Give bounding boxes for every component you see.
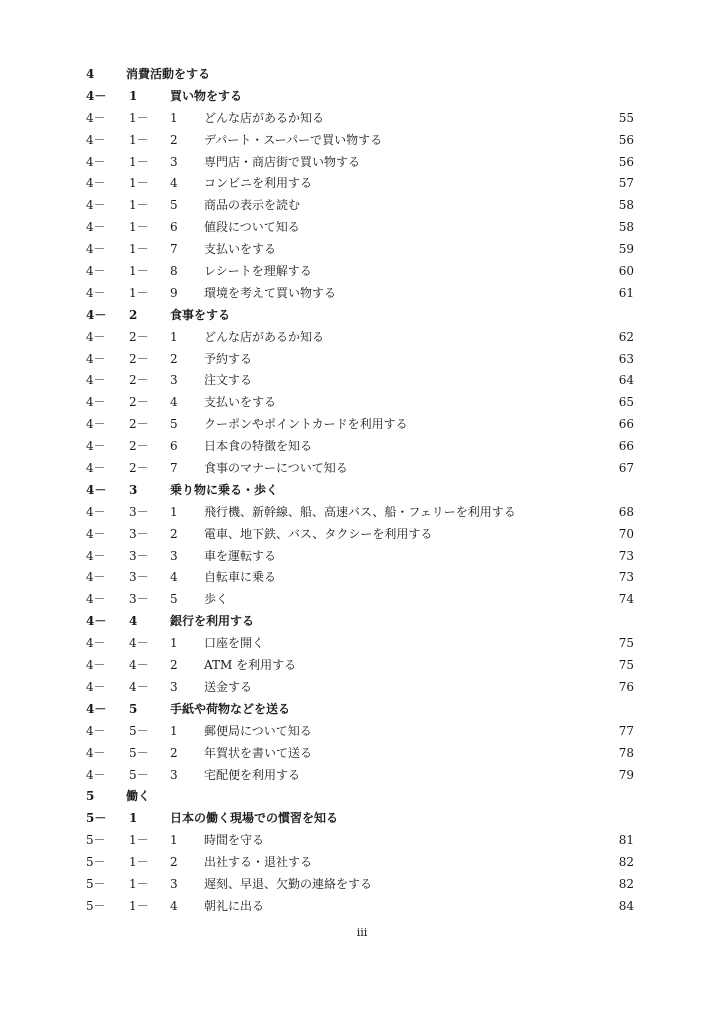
toc-number-part-1: 5: [86, 789, 95, 804]
toc-page-number: 57: [618, 176, 634, 191]
toc-number-part-2: 1－: [129, 110, 149, 125]
toc-entry: [86, 152, 634, 174]
toc-number-part-1: 4－: [86, 88, 107, 103]
toc-number-part-2: 5－: [129, 745, 149, 760]
toc-entry: [86, 349, 634, 371]
toc-entry: [86, 86, 634, 108]
toc-entry-title: 年賀状を書いて送る: [204, 745, 313, 760]
toc-number-part-3: 1: [170, 723, 178, 738]
toc-entry-title: 日本の働く現場での慣習を知る: [170, 811, 339, 826]
toc-number-part-1: 4－: [86, 395, 106, 410]
toc-number-part-2: 5: [129, 701, 138, 716]
toc-page-number: 76: [618, 679, 634, 694]
toc-entry: [86, 721, 634, 743]
toc-number-part-1: 4－: [86, 285, 106, 300]
toc-entry-title: 専門店・商店街で買い物する: [204, 154, 361, 169]
toc-entry-title: 乗り物に乗る・歩く: [170, 482, 279, 497]
toc-number-part-1: 5－: [86, 833, 106, 848]
toc-number-part-3: 2: [170, 351, 178, 366]
toc-entry: [86, 743, 634, 765]
toc-entry: [86, 589, 634, 611]
toc-entry: [86, 677, 634, 699]
toc-page-number: 56: [618, 132, 634, 147]
toc-entry: [86, 524, 634, 546]
toc-entry-title: 口座を開く: [204, 636, 265, 651]
toc-entry-title: 働く: [126, 789, 151, 804]
toc-number-part-3: 3: [170, 876, 178, 891]
toc-number-part-1: 4－: [86, 132, 106, 147]
toc-entry: [86, 173, 634, 195]
toc-number-part-2: 4: [129, 614, 138, 629]
toc-page-number: 58: [618, 198, 634, 213]
toc-number-part-2: 3－: [129, 592, 149, 607]
toc-page-number: 70: [618, 526, 634, 541]
toc-page-number: 77: [618, 723, 634, 738]
toc-number-part-1: 4－: [86, 264, 106, 279]
toc-number-part-2: 4－: [129, 679, 149, 694]
toc-page-number: 68: [618, 504, 634, 519]
toc-number-part-3: 3: [170, 767, 178, 782]
toc-entry-title: どんな店があるか知る: [204, 110, 325, 125]
toc-number-part-1: 5－: [86, 811, 107, 826]
toc-entry-title: レシートを理解する: [204, 264, 312, 279]
toc-page-number: 75: [618, 658, 634, 673]
toc-number-part-3: 3: [170, 679, 178, 694]
toc-page-number: 58: [618, 220, 634, 235]
toc-number-part-1: 4－: [86, 504, 106, 519]
toc-entry: [86, 283, 634, 305]
toc-number-part-2: 1－: [129, 855, 149, 870]
toc-number-part-3: 9: [170, 285, 178, 300]
toc-entry: [86, 108, 634, 130]
toc-number-part-1: 4－: [86, 373, 106, 388]
toc-number-part-3: 1: [170, 833, 178, 848]
toc-entry: [86, 611, 634, 633]
toc-entry: [86, 414, 634, 436]
toc-entry-title: デパート・スーパーで買い物する: [204, 132, 383, 147]
toc-number-part-2: 2: [129, 307, 138, 322]
toc-number-part-1: 4－: [86, 220, 106, 235]
toc-number-part-3: 4: [170, 176, 178, 191]
toc-entry-title: 食事のマナーについて知る: [204, 461, 348, 476]
toc-entry-title: 朝礼に出る: [204, 898, 265, 913]
toc-number-part-3: 1: [170, 110, 178, 125]
toc-number-part-2: 2－: [129, 417, 149, 432]
toc-number-part-3: 8: [170, 264, 178, 279]
toc-entry-title: 日本食の特徴を知る: [204, 439, 313, 454]
toc-entry: [86, 808, 634, 830]
toc-number-part-3: 3: [170, 154, 178, 169]
toc-number-part-2: 2－: [129, 439, 149, 454]
toc-entry: [86, 546, 634, 568]
toc-page-number: 55: [618, 110, 634, 125]
toc-number-part-2: 2－: [129, 329, 149, 344]
toc-number-part-2: 3－: [129, 548, 149, 563]
toc-number-part-2: 4－: [129, 636, 149, 651]
toc-entry: [86, 305, 634, 327]
toc-entry: [86, 195, 634, 217]
toc-page-number: 84: [618, 898, 634, 913]
toc-page-number: 74: [618, 592, 634, 607]
toc-number-part-2: 1－: [129, 132, 149, 147]
toc-number-part-3: 2: [170, 132, 178, 147]
toc-number-part-1: 4－: [86, 461, 106, 476]
toc-page-number: 61: [618, 285, 634, 300]
toc-entry-title: 支払いをする: [204, 395, 277, 410]
toc-entry-title: 手紙や荷物などを送る: [170, 701, 291, 716]
toc-entry: [86, 567, 634, 589]
toc-number-part-1: 4－: [86, 658, 106, 673]
toc-number-part-1: 4－: [86, 767, 106, 782]
toc-number-part-1: 4: [86, 67, 95, 81]
toc-number-part-2: 4－: [129, 658, 149, 673]
toc-number-part-1: 4－: [86, 592, 106, 607]
toc-entry-title: 自転車に乗る: [204, 570, 277, 585]
toc-page-number: 64: [618, 373, 634, 388]
toc-entry-title: 銀行を利用する: [170, 614, 255, 629]
toc-entry-title: コンビニを利用する: [204, 176, 313, 191]
toc-number-part-1: 4－: [86, 701, 107, 716]
toc-page-number: 73: [618, 570, 634, 585]
toc-entry-title: 出社する・退社する: [204, 855, 313, 870]
toc-number-part-3: 4: [170, 395, 178, 410]
toc-page-number: 59: [618, 242, 634, 257]
toc-entry-title: 支払いをする: [204, 242, 277, 257]
toc-entry: [86, 458, 634, 480]
toc-page-number: 66: [618, 417, 634, 432]
toc-entry-title: 電車、地下鉄、バス、タクシーを利用する: [204, 526, 433, 541]
toc-page-number: 82: [618, 855, 634, 870]
toc-entry: [86, 699, 634, 721]
toc-page-number: 75: [618, 636, 634, 651]
toc-page-number: 67: [618, 461, 634, 476]
toc-number-part-3: 6: [170, 220, 178, 235]
toc-entry-title: 予約する: [204, 351, 253, 366]
toc-entry: [86, 392, 634, 414]
toc-entry: [86, 633, 634, 655]
toc-number-part-2: 1－: [129, 833, 149, 848]
toc-number-part-3: 5: [170, 592, 178, 607]
toc-entry-title: 買い物をする: [170, 88, 243, 103]
toc-page-number: 63: [618, 351, 634, 366]
toc-number-part-1: 5－: [86, 898, 106, 913]
toc-entry: [86, 327, 634, 349]
toc-entry-title: ATM を利用する: [204, 658, 297, 673]
toc-number-part-3: 2: [170, 658, 178, 673]
table-of-contents: [86, 64, 634, 918]
toc-number-part-2: 1－: [129, 264, 149, 279]
toc-number-part-1: 4－: [86, 548, 106, 563]
toc-number-part-2: 5－: [129, 767, 149, 782]
toc-number-part-3: 7: [170, 461, 178, 476]
toc-number-part-3: 1: [170, 329, 178, 344]
toc-number-part-3: 5: [170, 417, 178, 432]
toc-number-part-1: 4－: [86, 154, 106, 169]
toc-number-part-2: 3－: [129, 570, 149, 585]
toc-number-part-3: 5: [170, 198, 178, 213]
toc-number-part-1: 4－: [86, 526, 106, 541]
toc-page-number: 73: [618, 548, 634, 563]
toc-entry: [86, 502, 634, 524]
toc-number-part-2: 1－: [129, 242, 149, 257]
toc-number-part-1: 4－: [86, 351, 106, 366]
toc-number-part-1: 4－: [86, 329, 106, 344]
toc-page-number: 81: [618, 833, 634, 848]
toc-number-part-2: 2－: [129, 351, 149, 366]
toc-number-part-1: 4－: [86, 679, 106, 694]
toc-entry: [86, 896, 634, 918]
toc-number-part-2: 1－: [129, 876, 149, 891]
toc-number-part-2: 1－: [129, 220, 149, 235]
toc-number-part-3: 4: [170, 898, 178, 913]
toc-entry: [86, 874, 634, 896]
toc-number-part-2: 2－: [129, 461, 149, 476]
toc-entry-title: 注文する: [204, 373, 253, 388]
toc-entry-title: 送金する: [204, 679, 253, 694]
toc-number-part-3: 2: [170, 526, 178, 541]
toc-page-number: 79: [618, 767, 634, 782]
toc-number-part-2: 1－: [129, 898, 149, 913]
toc-entry-title: 値段について知る: [204, 220, 300, 235]
toc-number-part-1: 5－: [86, 855, 106, 870]
toc-number-part-2: 3: [129, 482, 138, 497]
toc-number-part-3: 2: [170, 855, 178, 870]
toc-number-part-3: 2: [170, 745, 178, 760]
toc-page-number: 60: [618, 264, 634, 279]
toc-number-part-2: 3－: [129, 526, 149, 541]
toc-entry: [86, 436, 634, 458]
toc-entry-title: クーポンやポイントカードを利用する: [204, 417, 408, 432]
toc-number-part-3: 1: [170, 504, 178, 519]
toc-entry-title: 環境を考えて買い物する: [204, 285, 337, 300]
toc-entry-title: 食事をする: [170, 307, 231, 322]
toc-number-part-3: 6: [170, 439, 178, 454]
toc-number-part-2: 3－: [129, 504, 149, 519]
toc-entry: [86, 830, 634, 852]
toc-number-part-3: 7: [170, 242, 178, 257]
toc-entry: [86, 786, 634, 808]
toc-number-part-1: 4－: [86, 636, 106, 651]
toc-number-part-3: 4: [170, 570, 178, 585]
toc-entry: [86, 261, 634, 283]
toc-number-part-2: 5－: [129, 723, 149, 738]
toc-entry: [86, 370, 634, 392]
toc-entry-title: 消費活動をする: [126, 67, 211, 81]
toc-number-part-1: 5－: [86, 876, 106, 891]
toc-entry-title: 郵便局について知る: [204, 723, 312, 738]
toc-number-part-3: 3: [170, 548, 178, 563]
toc-number-part-1: 4－: [86, 439, 106, 454]
toc-number-part-2: 2－: [129, 395, 149, 410]
toc-page-number: 78: [618, 745, 634, 760]
toc-entry: [86, 852, 634, 874]
toc-page-number: 82: [618, 876, 634, 891]
toc-page-number: 65: [618, 395, 634, 410]
toc-number-part-1: 4－: [86, 614, 107, 629]
toc-number-part-1: 4－: [86, 176, 106, 191]
toc-number-part-1: 4－: [86, 198, 106, 213]
toc-number-part-2: 1: [129, 88, 138, 103]
toc-number-part-2: 1－: [129, 176, 149, 191]
toc-page-number: 66: [618, 439, 634, 454]
toc-page-number: 56: [618, 154, 634, 169]
toc-number-part-1: 4－: [86, 417, 106, 432]
toc-number-part-1: 4－: [86, 570, 106, 585]
toc-entry-title: 商品の表示を読む: [204, 198, 301, 213]
toc-entry-title: 歩く: [204, 592, 229, 607]
toc-number-part-1: 4－: [86, 242, 106, 257]
toc-entry: [86, 765, 634, 787]
toc-number-part-2: 1－: [129, 198, 149, 213]
toc-entry: [86, 130, 634, 152]
toc-number-part-2: 1: [129, 811, 138, 826]
toc-entry: [86, 239, 634, 261]
toc-entry-title: 時間を守る: [204, 833, 265, 848]
toc-entry: [86, 655, 634, 677]
toc-page-number: 62: [618, 329, 634, 344]
toc-entry: [86, 64, 634, 86]
toc-entry: [86, 217, 634, 239]
toc-number-part-3: 1: [170, 636, 178, 651]
toc-number-part-3: 3: [170, 373, 178, 388]
toc-number-part-1: 4－: [86, 482, 107, 497]
toc-entry-title: 車を運転する: [204, 548, 277, 563]
toc-entry: [86, 480, 634, 502]
toc-number-part-1: 4－: [86, 307, 107, 322]
toc-number-part-1: 4－: [86, 110, 106, 125]
toc-entry-title: 飛行機、新幹線、船、高速バス、船・フェリーを利用する: [204, 504, 516, 519]
toc-entry-title: 宅配便を利用する: [204, 767, 301, 782]
toc-number-part-1: 4－: [86, 723, 106, 738]
toc-number-part-2: 1－: [129, 285, 149, 300]
toc-number-part-1: 4－: [86, 745, 106, 760]
toc-number-part-2: 1－: [129, 154, 149, 169]
toc-number-part-2: 2－: [129, 373, 149, 388]
toc-entry-title: 遅刻、早退、欠勤の連絡をする: [204, 876, 373, 891]
toc-entry-title: どんな店があるか知る: [204, 329, 325, 344]
page-number: iii: [356, 926, 368, 939]
